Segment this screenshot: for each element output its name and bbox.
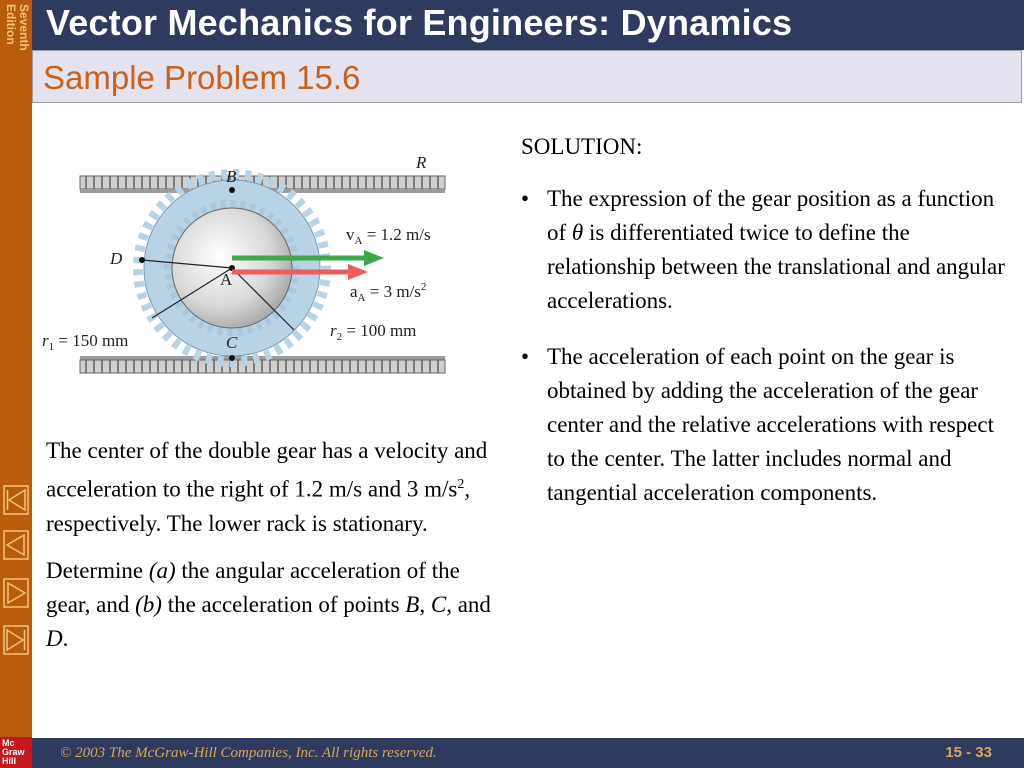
acceleration-arrowhead xyxy=(348,264,368,280)
bullet-mark: • xyxy=(521,186,530,211)
first-slide-icon xyxy=(3,485,29,515)
footer-bar xyxy=(32,738,1024,768)
bullet-mark: • xyxy=(521,344,530,369)
solution-bullet-2: • The acceleration of each point on the gear is obtained by adding the acceleration of the gear center and the relative accelerations with respect to the center. The latter includes normal and tangential acceleration components. xyxy=(521,340,1016,510)
lower-rack xyxy=(80,360,445,373)
mcgraw-hill-logo: Mc Graw Hill xyxy=(0,737,32,768)
copyright-text: © 2003 The McGraw-Hill Companies, Inc. All rights reserved. xyxy=(60,745,437,761)
first-slide-button[interactable] xyxy=(3,485,29,515)
lower-rack-base xyxy=(80,356,445,360)
problem-paragraph-2: Determine (a) the angular acceleration of the gear, and (b) the acceleration of points B, C, and D. xyxy=(46,557,491,651)
solution-bullet-1: • The expression of the gear position as a function of θ is differentiated twice to define the relationship between the translational and angular accelerations. xyxy=(521,182,1016,318)
edition-line-2: Edition xyxy=(4,4,18,45)
next-slide-icon xyxy=(3,578,29,608)
solution-section xyxy=(521,130,1016,532)
previous-slide-button[interactable] xyxy=(3,530,29,560)
r1-label: $r_1 = 150$ mm xyxy=(42,331,129,353)
subtitle-bar xyxy=(32,50,1022,103)
last-slide-icon xyxy=(3,625,29,655)
label-a: A xyxy=(220,270,233,289)
solution-heading: SOLUTION: xyxy=(521,134,643,159)
point-b xyxy=(229,187,235,193)
page-number: 15 - 33 xyxy=(945,744,992,761)
acceleration-label: $a_A = 3$ $m/s^2$ xyxy=(350,281,427,304)
point-c xyxy=(229,355,235,361)
slide-title: Sample Problem 15.6 xyxy=(43,59,361,96)
r2-label: $r_2 = 100$ mm xyxy=(330,321,417,343)
last-slide-button[interactable] xyxy=(3,625,29,655)
label-r: R xyxy=(416,153,427,172)
label-c: C xyxy=(226,333,238,352)
velocity-label: $v_A = 1.2$ m/s xyxy=(346,225,431,247)
velocity-arrowhead xyxy=(364,250,384,266)
label-d: D xyxy=(110,249,123,268)
sidebar xyxy=(0,0,32,768)
label-b: B xyxy=(226,167,237,186)
problem-paragraph-1: The center of the double gear has a velocity and acceleration to the right of 1.2 m/s and 3 $m/s^2$, respectively. The lower rack is stationary. xyxy=(46,438,488,536)
gear-diagram xyxy=(40,140,480,385)
problem-statement xyxy=(46,434,501,669)
title-bar xyxy=(32,0,1024,50)
previous-slide-icon xyxy=(3,530,29,560)
edition-line-1: Seventh xyxy=(17,4,31,51)
point-d xyxy=(139,257,145,263)
next-slide-button[interactable] xyxy=(3,578,29,608)
edition-label xyxy=(0,2,33,72)
gear-rack-figure xyxy=(40,140,480,385)
course-title: Vector Mechanics for Engineers: Dynamics xyxy=(46,2,793,43)
